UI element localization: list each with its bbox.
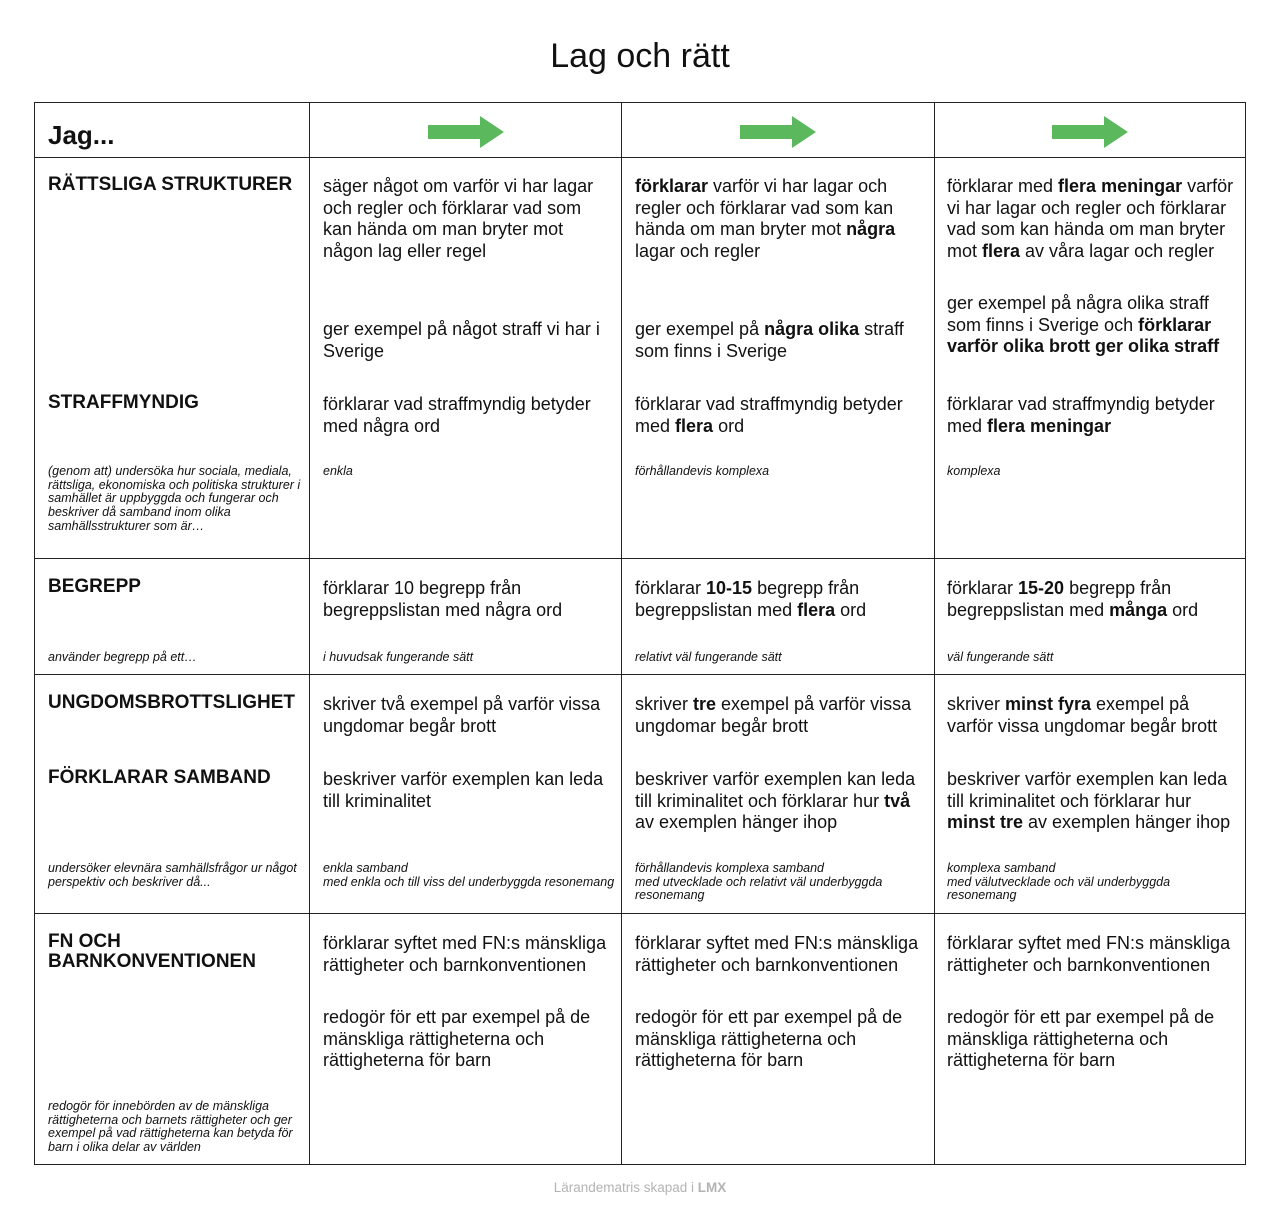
header-jag: Jag... bbox=[48, 120, 115, 150]
quality-level-1: enkla bbox=[323, 464, 353, 478]
level-2-text: beskriver varför exemplen kan leda till kriminalitet och förklarar hur två av exemplen hänger ihop bbox=[635, 769, 916, 832]
row-label-rattsliga-strukturer: RÄTTSLIGA STRUKTURER bbox=[48, 174, 293, 195]
level-2-text: förklarar 10-15 begrepp från begreppslistan med flera ord bbox=[635, 578, 867, 620]
quality-level-3: komplexa samband med välutvecklade och väl underbyggda resonemang bbox=[947, 861, 1171, 903]
level-1-text: beskriver varför exemplen kan leda till kriminalitet bbox=[323, 769, 604, 811]
quality-level-1: enkla samband med enkla och till viss del underbyggda resonemang bbox=[323, 861, 615, 889]
right-arrow-icon bbox=[428, 116, 504, 148]
quality-level-2: förhållandevis komplexa samband med utvecklade och relativt väl underbyggda resonemang bbox=[635, 861, 883, 903]
level-1-text: redogör för ett par exempel på de mänskliga rättigheterna och rättigheterna för barn bbox=[323, 1007, 591, 1070]
level-3-text: beskriver varför exemplen kan leda till kriminalitet och förklarar hur minst tre av exemplen hänger ihop bbox=[947, 769, 1231, 832]
row-description: redogör för innebörden av de mänskliga rättigheterna och barnets rättigheter och ger exempel på vad rättigheterna kan betyda för barn i olika delar av världen bbox=[48, 1099, 293, 1155]
learning-matrix bbox=[34, 102, 1246, 1165]
row-divider bbox=[35, 674, 1245, 675]
page-title: Lag och rätt bbox=[550, 37, 730, 75]
row-description: (genom att) undersöka hur sociala, mediala, rättsliga, ekonomiska och politiska strukturer i samhället är uppbyggda och fungerar och beskriver då samband inom olika samhällsstrukturer som är… bbox=[48, 464, 301, 533]
footer-text: Lärandematris skapad i bbox=[553, 1180, 698, 1195]
level-3-text: skriver minst fyra exempel på varför vissa ungdomar begår brott bbox=[947, 694, 1218, 736]
row-label-fn-och-barnkonventionen: FN OCH BARNKONVENTIONEN bbox=[48, 931, 256, 972]
level-3-text: redogör för ett par exempel på de mänskliga rättigheterna och rättigheterna för barn bbox=[947, 1007, 1215, 1070]
level-3-text: förklarar vad straffmyndig betyder med flera meningar bbox=[947, 394, 1215, 436]
row-divider bbox=[35, 157, 1245, 158]
level-2-text: redogör för ett par exempel på de mänskliga rättigheterna och rättigheterna för barn bbox=[635, 1007, 903, 1070]
column-divider bbox=[934, 103, 935, 1164]
right-arrow-icon bbox=[1052, 116, 1128, 148]
quality-level-2: förhållandevis komplexa bbox=[635, 464, 770, 478]
row-label-straffmyndig: STRAFFMYNDIG bbox=[48, 392, 199, 413]
level-1-text: skriver två exempel på varför vissa ungdomar begår brott bbox=[323, 694, 601, 736]
level-3-text: förklarar med flera meningar varför vi har lagar och regler och förklarar vad som kan hända om man bryter mot flera av våra lagar och regler bbox=[947, 176, 1234, 261]
row-description: använder begrepp på ett… bbox=[48, 650, 197, 664]
quality-level-3: komplexa bbox=[947, 464, 1001, 478]
quality-level-1: i huvudsak fungerande sätt bbox=[323, 650, 474, 664]
level-2-text: förklarar varför vi har lagar och regler och förklarar vad som kan hända om man bryter mot några lagar och regler bbox=[635, 176, 896, 261]
level-1-text: ger exempel på något straff vi har i Sverige bbox=[323, 319, 600, 361]
right-arrow-icon bbox=[740, 116, 816, 148]
row-label-forklarar-samband: FÖRKLARAR SAMBAND bbox=[48, 767, 271, 788]
row-label-begrepp: BEGREPP bbox=[48, 576, 141, 597]
level-3-text: förklarar 15-20 begrepp från begreppslistan med många ord bbox=[947, 578, 1199, 620]
column-divider bbox=[621, 103, 622, 1164]
level-2-text: ger exempel på några olika straff som finns i Sverige bbox=[635, 319, 904, 361]
level-2-text: förklarar syftet med FN:s mänskliga rättigheter och barnkonventionen bbox=[635, 933, 919, 975]
level-1-text: säger något om varför vi har lagar och regler och förklarar vad som kan hända om man bryter mot någon lag eller regel bbox=[323, 176, 594, 261]
level-2-text: förklarar vad straffmyndig betyder med flera ord bbox=[635, 394, 903, 436]
footer bbox=[0, 1179, 1280, 1197]
row-divider bbox=[35, 913, 1245, 914]
footer-brand-link[interactable]: LMX bbox=[697, 1180, 727, 1195]
row-divider bbox=[35, 558, 1245, 559]
level-3-text: förklarar syftet med FN:s mänskliga rättigheter och barnkonventionen bbox=[947, 933, 1231, 975]
level-1-text: förklarar syftet med FN:s mänskliga rättigheter och barnkonventionen bbox=[323, 933, 607, 975]
level-1-text: förklarar vad straffmyndig betyder med några ord bbox=[323, 394, 591, 436]
row-label-ungdomsbrottslighet: UNGDOMSBROTTSLIGHET bbox=[48, 692, 295, 713]
level-1-text: förklarar 10 begrepp från begreppslistan med några ord bbox=[323, 578, 563, 620]
level-3-text: ger exempel på några olika straff som finns i Sverige och förklarar varför olika brott ger olika straff bbox=[947, 293, 1220, 356]
quality-level-3: väl fungerande sätt bbox=[947, 650, 1054, 664]
column-divider bbox=[309, 103, 310, 1164]
row-description: undersöker elevnära samhällsfrågor ur något perspektiv och beskriver då... bbox=[48, 861, 297, 889]
level-2-text: skriver tre exempel på varför vissa ungdomar begår brott bbox=[635, 694, 912, 736]
quality-level-2: relativt väl fungerande sätt bbox=[635, 650, 782, 664]
